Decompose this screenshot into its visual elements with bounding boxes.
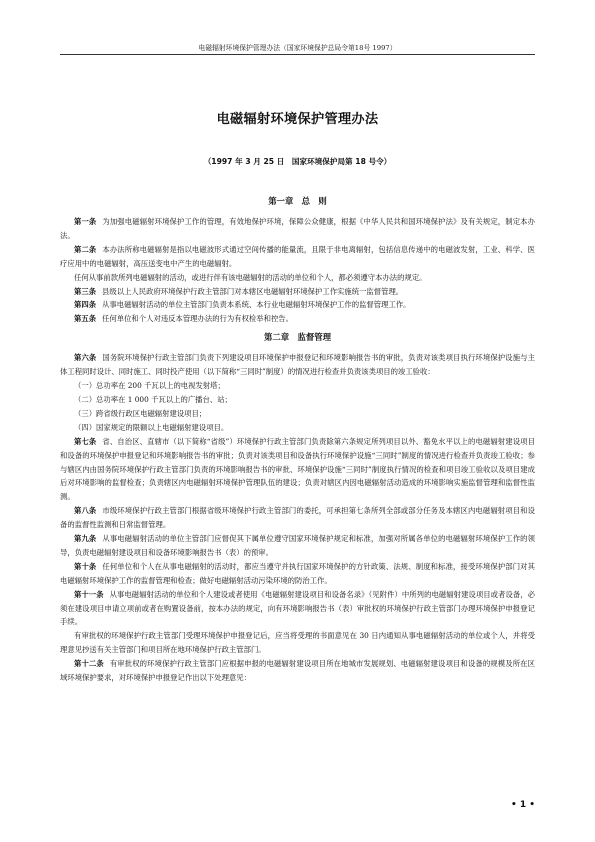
chapter-heading-1: 第一章 总 则 [268, 196, 327, 206]
article-label: 第四条 [74, 300, 97, 310]
article-text: 国务院环境保护行政主管部门负责下列建设项目环境保护申报登记和环境影响报告书的审批，负责对该类项目执行环境保护设施与主体工程同时设计、同时施工、同时投产使用（以下简称“三同时”制度）的情况进行检查并负责该类项目的竣工验收： [60, 353, 535, 377]
article-text: 为加强电磁辐射环境保护工作的管理，有效地保护环境，保障公众健康，根据《中华人民共和国环境保护法》及有关规定，制定本办法。 [60, 217, 535, 240]
article-12 [60, 657, 535, 685]
article-6 [60, 351, 535, 379]
header-rule [60, 54, 535, 55]
document-subtitle: （1997 年 3 月 25 日 国家环境保护局第 18 号令） [203, 157, 392, 166]
article-text: 从事电磁辐射活动的单位主管部门应督促其下属单位遵守国家环境保护规定和标准，加强对所属各单位的电磁辐射环境保护工作的领导，负责电磁辐射建设项目和设备环境影响报告书（表）的预审。 [60, 534, 535, 557]
article-label: 第九条 [74, 534, 97, 544]
list-item: （二）总功率在 1 000 千瓦以上的广播台、站； [74, 394, 232, 404]
article-label: 第五条 [74, 314, 97, 324]
article-text: 任何单位和个人在从事电磁辐射的活动时，都应当遵守并执行国家环境保护的方针政策、法规、制度和标准，接受环境保护部门对其电磁辐射环境保护工作的监督管理和检查；做好电磁辐射活动污染环境的防治工作。 [60, 561, 535, 585]
article-text: 省、自治区、直辖市（以下简称“省级”）环境保护行政主管部门负责除第六条规定所列项目以外、豁免水平以上的电磁辐射建设项目和设备的环境保护申报登记和环境影响报告书的审批；负责对该类项目和设备执行环境保护设施“三同时”制度的情况进行检查并负责竣工验收；参与辖区内由国务院环境保护行政主管部门负责的环境影响报告书的审批、环境保护设施“三同时”制度执行情况的检查和项目竣工验收以及项目建成后对环境影响的监督检查；负责辖区内电磁辐射环境保护管理队伍的建设；负责对辖区内因电磁辐射活动造成的环境影响实施监督管理和监督性监测。 [60, 436, 535, 502]
article-label: 第十条 [74, 561, 97, 571]
article-label: 第二条 [74, 244, 97, 254]
article-label: 第三条 [74, 286, 97, 296]
article-text: 本办法所称电磁辐射是指以电磁波形式通过空间传播的能量流，且限于非电离辐射，包括信息传递中的电磁波发射，工业、科学、医疗应用中的电磁辐射，高压送变电中产生的电磁辐射。 [60, 244, 535, 268]
chapter-heading-2: 第二章 监督管理 [264, 332, 331, 343]
article-label: 第十二条 [74, 659, 104, 669]
article-2-paragraph-2: 任何从事前款所列电磁辐射的活动，或进行伴有该电磁辐射的活动的单位和个人，都必须遵守本办法的规定。 [74, 272, 427, 282]
article-text: 市级环境保护行政主管部门根据省级环境保护行政主管部门的委托，可承担第七条所列全部或部分任务及本辖区内电磁辐射项目和设备的监督性监测和日常监督管理。 [60, 506, 535, 530]
article-label: 第十一条 [74, 589, 104, 599]
page-number: • 1 • [510, 800, 535, 810]
article-text: 县级以上人民政府环境保护行政主管部门对本辖区电磁辐射环境保护工作实施统一监督管理。 [102, 286, 404, 296]
article-text: 任何单位和个人对违反本管理办法的行为有权检举和控告。 [102, 314, 293, 324]
article-11 [60, 588, 535, 630]
article-text: 从事电磁辐射活动的单位和个人建设或者使用《电磁辐射建设项目和设备名录》（见附件）中所列的电磁辐射建设项目或者设备，必须在建设项目申请立项前或者在购置设备前，按本办法的规定，向有环境影响报告书（表）审批权的环境保护行政主管部门办理环境保护申报登记手续。 [60, 589, 535, 627]
list-item: （四）国家规定的限额以上电磁辐射建设项目。 [74, 422, 229, 432]
article-label: 第六条 [74, 353, 97, 363]
article-5 [60, 312, 535, 326]
document-title: 电磁辐射环境保护管理办法 [216, 112, 379, 127]
article-9 [60, 532, 535, 560]
article-3 [60, 285, 535, 299]
article-text: 从事电磁辐射活动的单位主管部门负责本系统、本行业电磁辐射环境保护工作的监督管理工作。 [102, 300, 411, 310]
article-label: 第一条 [74, 217, 97, 226]
article-10 [60, 560, 535, 588]
list-item: （一）总功率在 200 千瓦以上的电视发射塔； [74, 381, 225, 391]
article-2 [60, 243, 535, 271]
article-1 [60, 215, 535, 243]
article-4 [60, 298, 535, 312]
article-7 [60, 435, 535, 505]
article-text: 有审批权的环境保护行政主管部门应根据申报的电磁辐射建设项目所在地城市发展规划、电磁辐射建设项目和设备的规模及所在区域环境保护要求，对环境保护申报登记作出以下处理意见： [60, 659, 535, 683]
document-body [60, 190, 535, 685]
article-label: 第八条 [74, 506, 97, 516]
article-8 [60, 504, 535, 532]
article-label: 第七条 [74, 436, 97, 446]
list-item: （三）跨省级行政区电磁辐射建设项目； [74, 408, 207, 418]
running-header: 电磁辐射环境保护管理办法（国家环境保护总局令第18号 1997） [198, 44, 397, 52]
article-11-paragraph-2: 有审批权的环境保护行政主管部门受理环境保护申报登记后，应当将受理的书面意见在 30 日内通知从事电磁辐射活动的单位或个人，并将受理意见抄送有关主管部门和项目所在地环境保护行政主管部门。 [60, 631, 535, 655]
